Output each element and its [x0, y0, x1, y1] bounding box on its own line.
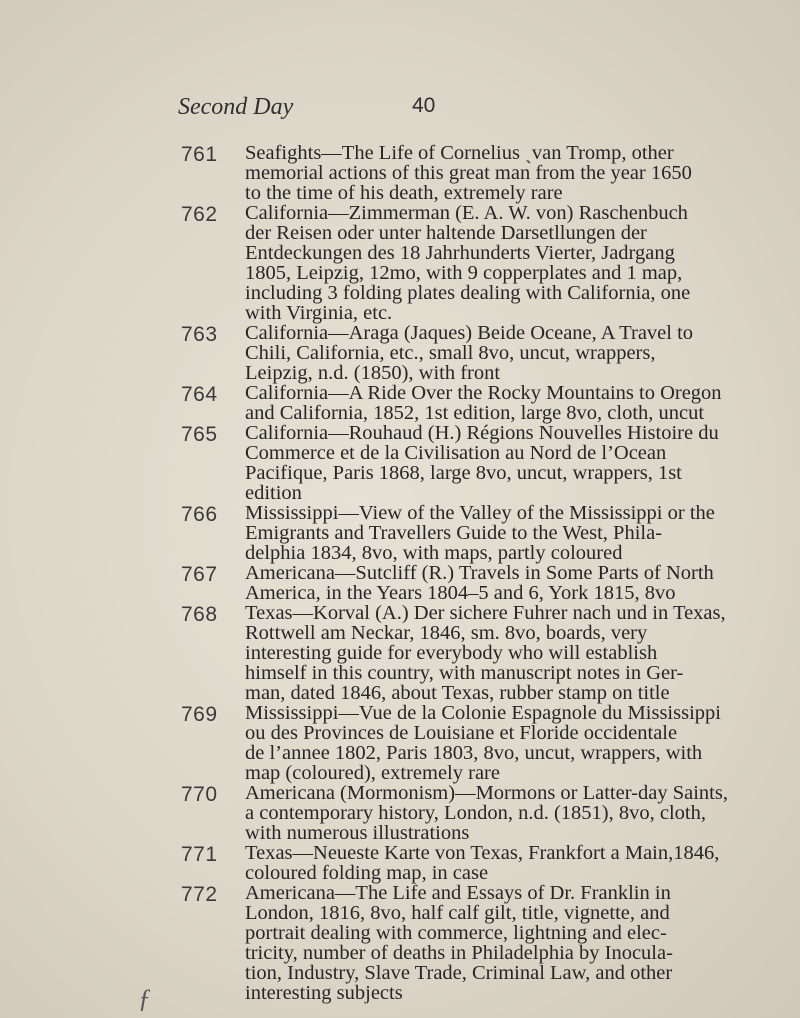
desc-line: 1805, Leipzig, 12mo, with 9 copperplates and 1 map, [245, 262, 683, 284]
lot-description [245, 703, 783, 783]
desc-line: coloured folding map, in case [245, 862, 489, 884]
desc-line: Mississippi—View of the Valley of the Mississippi or the [245, 502, 715, 524]
desc-line: California—Zimmerman (E. A. W. von) Raschenbuch [245, 202, 688, 224]
desc-line: a contemporary history, London, n.d. (1851), 8vo, cloth, [245, 802, 706, 824]
desc-line: America, in the Years 1804–5 and 6, York 1815, 8vo [245, 582, 676, 604]
desc-line: tion, Industry, Slave Trade, Criminal Law, and other [245, 962, 673, 984]
lot-description [245, 783, 783, 843]
desc-line: portrait dealing with commerce, lightning and elec- [245, 922, 667, 944]
lot-number: 771 [181, 843, 218, 866]
lot-description [245, 143, 783, 203]
lot-description [245, 203, 783, 323]
page-header [178, 94, 478, 124]
desc-line: including 3 folding plates dealing with California, one [245, 282, 691, 304]
desc-line: Mississippi—Vue de la Colonie Espagnole du Mississippi [245, 702, 721, 724]
lot-description [245, 883, 783, 1003]
desc-line: and California, 1852, 1st edition, large 8vo, cloth, uncut [245, 402, 705, 424]
lot-number: 766 [181, 503, 218, 526]
desc-line: Chili, California, etc., small 8vo, uncut, wrappers, [245, 342, 656, 364]
day-label: Second Day [178, 94, 294, 120]
desc-line: Americana—Sutcliff (R.) Travels in Some Parts of North [245, 562, 714, 584]
desc-line: Commerce et de la Civilisation au Nord de l’Ocean [245, 442, 667, 464]
lot-description [245, 843, 783, 883]
desc-line: Americana—The Life and Essays of Dr. Franklin in [245, 882, 671, 904]
lot-number: 772 [181, 883, 218, 906]
desc-line: himself in this country, with manuscript notes in Ger- [245, 662, 684, 684]
desc-line: California—A Ride Over the Rocky Mountains to Oregon [245, 382, 722, 404]
lot-number: 768 [181, 603, 218, 626]
lot-number: 761 [181, 143, 218, 166]
lot-number: 763 [181, 323, 218, 346]
page-number: 40 [412, 94, 436, 117]
desc-line: Entdeckungen des 18 Jahrhunderts Vierter, Jadrgang [245, 242, 675, 264]
margin-pencil-mark: ƒ [138, 984, 151, 1013]
desc-line: Rottwell am Neckar, 1846, sm. 8vo, boards, very [245, 622, 648, 644]
desc-line: Texas—Korval (A.) Der sichere Fuhrer nach und in Texas, [245, 602, 726, 624]
desc-line: London, 1816, 8vo, half calf gilt, title, vignette, and [245, 902, 670, 924]
desc-line: Pacifique, Paris 1868, large 8vo, uncut, wrappers, 1st [245, 462, 682, 484]
desc-line: memorial actions of this great man from the year 1650 [245, 162, 692, 184]
desc-line: interesting guide for everybody who will establish [245, 642, 658, 664]
desc-line: Leipzig, n.d. (1850), with front [245, 362, 501, 384]
desc-line: der Reisen oder unter haltende Darsetllungen der [245, 222, 647, 244]
desc-line: Americana (Mormonism)—Mormons or Latter-day Saints, [245, 782, 728, 804]
lot-description [245, 323, 783, 383]
desc-line: Texas—Neueste Karte von Texas, Frankfort a Main,1846, [245, 842, 720, 864]
desc-line: Emigrants and Travellers Guide to the West, Phila- [245, 522, 663, 544]
lot-description [245, 503, 783, 563]
lot-description [245, 383, 783, 423]
desc-line: with Virginia, etc. [245, 302, 393, 324]
lot-number: 767 [181, 563, 218, 586]
lot-description [245, 563, 783, 603]
desc-line: interesting subjects [245, 982, 403, 1004]
lot-description [245, 603, 783, 703]
desc-line: tricity, number of deaths in Philadelphia by Inocula- [245, 942, 673, 964]
lot-number: 762 [181, 203, 218, 226]
desc-line: with numerous illustrations [245, 822, 470, 844]
desc-line: edition [245, 482, 302, 504]
lot-number: 764 [181, 383, 218, 406]
lot-number: 765 [181, 423, 218, 446]
desc-line: California—Araga (Jaques) Beide Oceane, A Travel to [245, 322, 694, 344]
desc-line: California—Rouhaud (H.) Régions Nouvelles Histoire du [245, 422, 719, 444]
desc-line: delphia 1834, 8vo, with maps, partly coloured [245, 542, 623, 564]
desc-line: map (coloured), extremely rare [245, 762, 500, 784]
desc-line: Seafights—The Life of Cornelius ˎvan Tromp, other [245, 142, 674, 164]
desc-line: de l’annee 1802, Paris 1803, 8vo, uncut, wrappers, with [245, 742, 703, 764]
desc-line: ou des Provinces de Louisiane et Floride occidentale [245, 722, 678, 744]
desc-line: man, dated 1846, about Texas, rubber stamp on title [245, 682, 670, 704]
lot-number: 770 [181, 783, 218, 806]
desc-line: to the time of his death, extremely rare [245, 182, 563, 204]
lot-number: 769 [181, 703, 218, 726]
lot-description [245, 423, 783, 503]
